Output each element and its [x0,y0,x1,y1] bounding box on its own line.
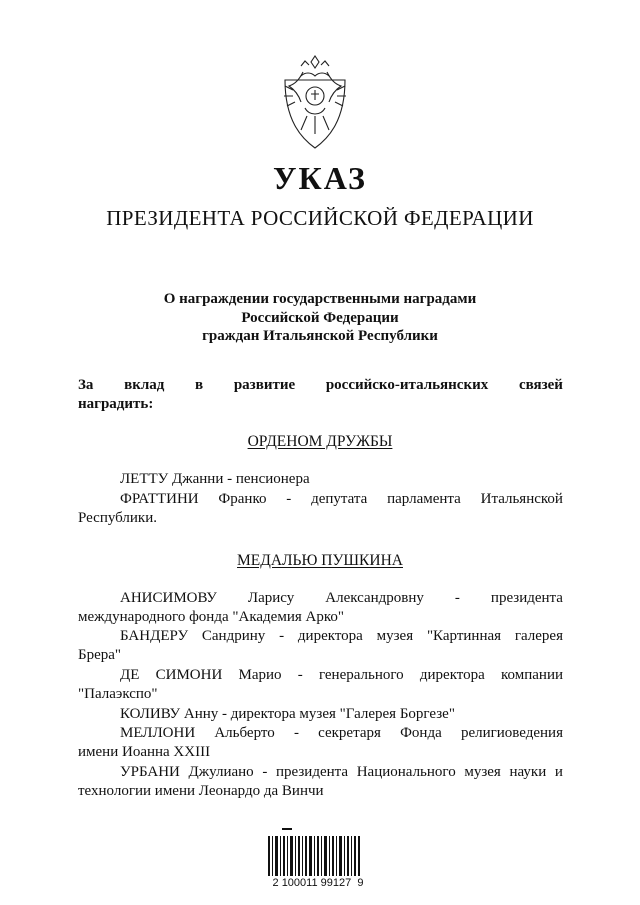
word: связей [518,377,563,393]
subject-line: Российской Федерации [241,309,399,326]
word: Марио [238,667,282,683]
word: в [195,377,204,393]
entry-text: КОЛИВУ Анну - директора музея "Галерея Боргезе" [120,706,455,722]
word: АНИСИМОВУ [120,590,217,606]
decree-intro [78,376,563,413]
intro-line: наградить: [78,395,154,412]
award-entry [78,589,563,627]
subject-line: О награждении государственными наградами [163,291,477,307]
word: компании [501,667,563,683]
word: секретаря [318,725,381,741]
word: парламента [387,491,461,507]
word: Сандрину [201,628,266,644]
word: За [78,377,94,393]
word: ФРАТТИНИ [120,491,199,507]
word: президента [490,590,563,606]
word: российско-итальянских [325,377,489,393]
entry-text [78,589,563,608]
word: президента [276,764,349,780]
entry-text: Республики. [78,510,157,526]
word: - [293,725,299,741]
entry-text [78,763,563,782]
word: галерея [514,628,563,644]
word: Джулиано [188,764,254,780]
word: генерального [318,667,404,683]
entry-text [78,724,563,743]
word: ДЕ [120,667,140,683]
word: БАНДЕРУ [120,628,189,644]
word: - [279,628,285,644]
award-entry [78,666,563,704]
word: - [286,491,292,507]
entry-text: Брера" [78,647,122,663]
word: религиоведения [460,725,563,741]
word: - [454,590,460,606]
section-heading-pushkin-medal: МЕДАЛЬЮ ПУШКИНА [237,552,403,569]
entry-text: "Палаэкспо" [78,686,158,702]
award-entry [78,490,563,528]
word: депутата [311,491,368,507]
word: УРБАНИ [120,764,180,780]
word: Фонда [400,725,442,741]
intro-line [78,376,563,395]
section-heading-order-of-friendship: ОРДЕНОМ ДРУЖБЫ [247,433,393,450]
word: СИМОНИ [155,667,223,683]
entry-text [78,627,563,646]
entry-text: технологии имени Леонардо да Винчи [78,783,324,799]
word: Национального [356,764,456,780]
word: науки [509,764,547,780]
entry-text [78,490,563,509]
word: музея [464,764,501,780]
word: Ларису [247,590,295,606]
word: директора [297,628,363,644]
word: директора [419,667,485,683]
word: - [262,764,268,780]
word: - [297,667,303,683]
document-subtitle: ПРЕЗИДЕНТА РОССИЙСКОЙ ФЕДЕРАЦИИ [106,206,534,230]
document-title: УКАЗ [273,160,367,196]
award-entry [78,627,563,665]
entry-text: международного фонда "Академия Арко" [78,609,344,625]
word: развитие [233,377,296,393]
word: МЕЛЛОНИ [120,725,196,741]
word: "Картинная [426,628,502,644]
award-entry [78,705,563,724]
decree-subject [0,290,640,346]
word: вклад [124,377,165,393]
word: Альберто [214,725,275,741]
subject-line: граждан Итальянской Республики [202,328,438,344]
entry-text [78,666,563,685]
entry-text: ЛЕТТУ Джанни - пенсионера [120,471,310,487]
word: и [554,764,563,780]
word: Александровну [325,590,424,606]
coat-of-arms-emblem [271,50,359,152]
barcode-graphic [268,828,360,876]
award-entry [78,470,563,489]
award-entry [78,763,563,801]
word: Франко [218,491,267,507]
entry-text: имени Иоанна XXIII [78,744,211,760]
barcode-number: 2 100011 99127 9 [272,877,364,889]
award-entry [78,724,563,762]
word: музея [376,628,414,644]
word: Итальянской [480,491,563,507]
